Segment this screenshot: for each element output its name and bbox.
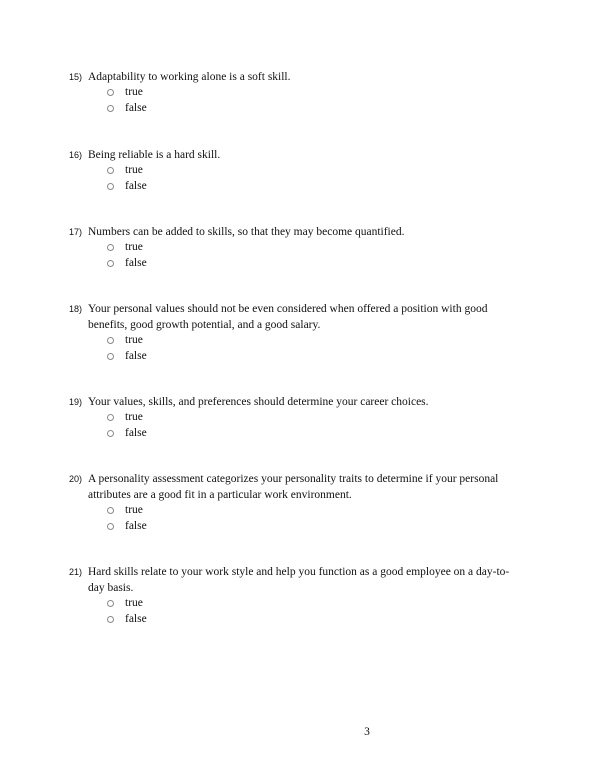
option-true[interactable] bbox=[107, 163, 529, 179]
radio-button-icon[interactable] bbox=[107, 260, 114, 267]
question-20 bbox=[69, 471, 529, 534]
option-label: false bbox=[125, 519, 147, 532]
option-false[interactable] bbox=[107, 179, 529, 195]
question-number: 20) bbox=[69, 474, 83, 484]
radio-button-icon[interactable] bbox=[107, 523, 114, 530]
question-21 bbox=[69, 564, 529, 627]
option-true[interactable] bbox=[107, 410, 529, 426]
option-label: false bbox=[125, 349, 147, 362]
option-label: true bbox=[125, 504, 143, 516]
option-false[interactable] bbox=[107, 426, 529, 442]
question-19 bbox=[69, 394, 529, 441]
radio-button-icon[interactable] bbox=[107, 600, 114, 607]
question-18 bbox=[69, 301, 529, 364]
option-label: true bbox=[125, 597, 143, 609]
option-true[interactable] bbox=[107, 333, 529, 349]
radio-button-icon[interactable] bbox=[107, 414, 114, 421]
question-number: 19) bbox=[69, 397, 83, 407]
radio-button-icon[interactable] bbox=[107, 89, 114, 96]
option-label: true bbox=[125, 86, 143, 98]
option-label: false bbox=[125, 179, 147, 192]
question-number: 17) bbox=[69, 227, 83, 237]
option-false[interactable] bbox=[107, 256, 529, 272]
answer-options bbox=[69, 596, 529, 627]
option-label: false bbox=[125, 426, 147, 439]
option-true[interactable] bbox=[107, 503, 529, 519]
question-number: 16) bbox=[69, 150, 83, 160]
option-true[interactable] bbox=[107, 240, 529, 256]
answer-options bbox=[69, 503, 529, 534]
option-label: true bbox=[125, 411, 143, 423]
answer-options bbox=[69, 333, 529, 364]
question-text: Your personal values should not be even considered when offered a position with good benefits, good growth potential, and a good salary. bbox=[88, 303, 488, 331]
question-text: Numbers can be added to skills, so that they may become quantified. bbox=[88, 226, 405, 238]
option-label: true bbox=[125, 241, 143, 253]
question-text: Hard skills relate to your work style and help you function as a good employee on a day-to- day basis. bbox=[88, 566, 510, 594]
option-true[interactable] bbox=[107, 596, 529, 612]
option-label: false bbox=[125, 612, 147, 625]
question-text: Being reliable is a hard skill. bbox=[88, 149, 221, 161]
radio-button-icon[interactable] bbox=[107, 616, 114, 623]
radio-button-icon[interactable] bbox=[107, 167, 114, 174]
answer-options bbox=[69, 240, 529, 271]
radio-button-icon[interactable] bbox=[107, 105, 114, 112]
question-15 bbox=[69, 69, 529, 116]
answer-options bbox=[69, 163, 529, 194]
question-text: A personality assessment categorizes your personality traits to determine if your personal attributes are a good fit in a particular work environment. bbox=[88, 473, 499, 501]
question-16 bbox=[69, 147, 529, 194]
option-label: false bbox=[125, 101, 147, 114]
option-label: true bbox=[125, 164, 143, 176]
option-false[interactable] bbox=[107, 612, 529, 628]
page-number: 3 bbox=[364, 726, 370, 738]
option-false[interactable] bbox=[107, 349, 529, 365]
answer-options bbox=[69, 410, 529, 441]
option-false[interactable] bbox=[107, 519, 529, 535]
question-number: 21) bbox=[69, 567, 83, 577]
radio-button-icon[interactable] bbox=[107, 507, 114, 514]
option-true[interactable] bbox=[107, 85, 529, 101]
radio-button-icon[interactable] bbox=[107, 183, 114, 190]
question-number: 15) bbox=[69, 72, 83, 82]
answer-options bbox=[69, 85, 529, 116]
option-false[interactable] bbox=[107, 101, 529, 117]
radio-button-icon[interactable] bbox=[107, 244, 114, 251]
option-label: true bbox=[125, 334, 143, 346]
radio-button-icon[interactable] bbox=[107, 353, 114, 360]
option-label: false bbox=[125, 256, 147, 269]
question-17 bbox=[69, 224, 529, 271]
question-number: 18) bbox=[69, 304, 83, 314]
question-text: Adaptability to working alone is a soft skill. bbox=[88, 71, 291, 83]
question-text: Your values, skills, and preferences should determine your career choices. bbox=[88, 396, 429, 408]
radio-button-icon[interactable] bbox=[107, 430, 114, 437]
radio-button-icon[interactable] bbox=[107, 337, 114, 344]
